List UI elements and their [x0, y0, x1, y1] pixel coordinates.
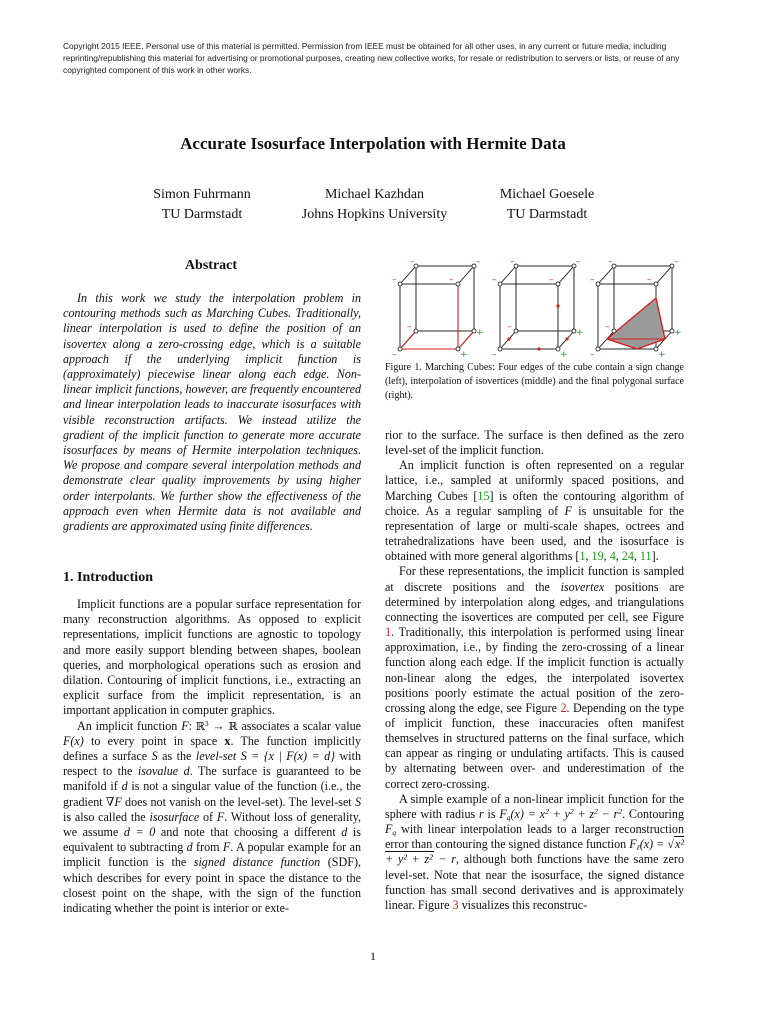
sign-minus: – — [608, 258, 613, 267]
figure-link[interactable]: 3 — [452, 897, 459, 912]
sign-minus: – — [674, 258, 679, 267]
author-block — [477, 185, 617, 225]
citation-link[interactable]: 4 — [609, 549, 616, 564]
copyright-notice: Copyright 2015 IEEE. Personal use of this material is permitted. Permission from IEEE must be obtained for all other uses, in any current or future media, including reprinting/republishing this material for advertising or promotional purposes, creating new collective works, for resale or redistribution to servers or lists, or reuse of any copyrighted component of this work in other works. — [63, 41, 680, 76]
abstract-text: In this work we study the interpolation problem in contouring methods such as Marching Cubes. Traditionally, linear interpolation is used to define the position of an isovertex along a zero-crossing edge, which is a suitable approach if the underlying implicit function is (approximately) piecewise linear along each edge. Non-linear implicit functions, however, are frequently encountered and linear interpolation leads to inaccurate isosurfaces with visible reconstruction artifacts. We instead utilize the gradient of the implicit function to generate more accurate isosurfaces by means of Hermite interpolation techniques. We propose and compare several interpolation methods and demonstrate clear quality improvements by using higher order interpolants. We further show the effectiveness of the approach even when Hermite data is not available and gradients are approximated using finite differences. — [63, 291, 361, 534]
sign-plus: + — [674, 328, 682, 338]
sign-minus: – — [407, 322, 412, 332]
cube-sign-change — [392, 258, 484, 358]
sign-plus: + — [460, 350, 468, 358]
citation-link[interactable]: 1 — [579, 549, 586, 564]
paragraph: A simple example of a non-linear implicit function for the sphere with radius r is $F_q(x) = x^2 + y^2 + z^2 - r^2$. Contouring $F_q$ with linear interpolation leads to a larger reconstruction error than contouring the signed distance function $F_\ell(x) = √x^2 + y^2 + z^2 - r$, although both functions have the same zero level-set. Note that near the isosurface, the signed distance function has small second derivatives and is approximately linear. Figure 3 visualizes this reconstruc- — [385, 791, 684, 912]
author-block — [132, 185, 272, 225]
sign-plus: + — [576, 328, 584, 338]
section-heading: 1. Introduction — [63, 570, 153, 585]
citation-link[interactable]: 15 — [477, 488, 490, 503]
citation-link[interactable]: 24 — [621, 549, 634, 564]
figure-caption: Figure 1. Marching Cubes: Four edges of the cube contain a sign change (left), interpolation of isovertices (middle) and the final polygonal surface (right). — [385, 362, 684, 402]
sign-plus: + — [658, 350, 666, 358]
sign-minus: – — [392, 275, 397, 285]
abstract-heading: Abstract — [184, 258, 238, 273]
sign-plus: + — [560, 350, 568, 358]
sign-minus: – — [392, 350, 397, 358]
sign-minus: – — [507, 322, 512, 332]
sign-minus: – — [590, 350, 595, 358]
cube-polygonal-surface — [590, 258, 682, 358]
sign-minus: – — [492, 350, 497, 358]
paragraph: For these representations, the implicit function is sampled at discrete positions and the isovertex positions are determined by interpolation along edges, and triangulations connecting the isovertices are computed per cell, see Figure 1. Traditionally, this interpolation is performed using linear approximation, i.e., by finding the zero-crossing of a linear function along each edge. If the implicit function is actually non-linear along the edges, the interpolated isovertex positions poorly estimate the actual position of the zero-crossing along the edge, see Figure 2. Depending on the type of implicit function, these inaccuracies often manifest themselves in structured patterns on the final surface, which can appear as ringing or undulating artifacts. This is caused by alternating between over- and underestimation of the correct zero-crossing. — [385, 564, 684, 791]
sign-minus: – — [647, 275, 652, 285]
author-affiliation: TU Darmstadt — [161, 207, 243, 222]
citation-link[interactable]: 11 — [639, 549, 652, 564]
author-name: Michael Kazhdan — [324, 187, 425, 202]
paragraph: Implicit functions are a popular surface representation for many reconstruction algorithms. As opposed to explicit representations, implicit functions are agnostic to topology and more easily support blending between shapes, boolean queries, and morphological operations such as erosion and dilation. Contouring of implicit functions, i.e., extracting an explicit surface from the implicit representation, is an important application in computer graphics. — [63, 597, 361, 718]
sign-minus: – — [492, 275, 497, 285]
sign-minus: – — [476, 258, 481, 267]
sign-minus: – — [605, 322, 610, 332]
citation-link[interactable]: 19 — [591, 549, 604, 564]
sign-minus: – — [549, 275, 554, 285]
paper-title: Accurate Isosurface Interpolation with Hermite Data — [180, 134, 566, 153]
figure-link[interactable]: 1 — [385, 625, 392, 640]
author-name: Michael Goesele — [499, 187, 595, 202]
page-number: 1 — [370, 949, 376, 963]
author-block — [282, 185, 467, 225]
sign-minus: – — [590, 275, 595, 285]
paragraph: An implicit function is often represented on a regular lattice, i.e., sampled at uniformly spaced positions, and Marching Cubes [15] is often the contouring algorithm of choice. As a regular sampling of F is unsuitable for the representation of large or multi-scale shapes, octrees and tetrahedralizations have been used, and the isosurface is obtained with more general algorithms [1, 19, 4, 24, 11]. — [385, 458, 684, 564]
sign-minus: – — [410, 258, 415, 267]
cube-isovertices — [492, 258, 584, 358]
right-column — [385, 428, 684, 913]
sign-plus: + — [476, 328, 484, 338]
paragraph: rior to the surface. The surface is then defined as the zero level-set of the implicit function. — [385, 428, 684, 458]
sign-minus: – — [576, 258, 581, 267]
author-affiliation: TU Darmstadt — [506, 207, 588, 222]
left-column — [63, 597, 361, 916]
marching-cubes-figure — [385, 258, 684, 358]
sign-minus: – — [449, 275, 454, 285]
sign-minus: – — [510, 258, 515, 267]
author-name: Simon Fuhrmann — [153, 187, 251, 202]
paragraph: An implicit function F: ℝ$^3$ → ℝ associates a scalar value F(x) to every point in space x. The function implicitly defines a surface S as the level-set S = {x | F(x) = d} with respect to the isovalue d. The surface is guaranteed to be manifold if d is not a singular value of the function (i.e., the gradient ∇F does not vanish on the level-set). The level-set S is also called the isosurface of F. Without loss of generality, we assume d = 0 and note that choosing a different d is equivalent to subtracting d from F. A popular example for an implicit function is the signed distance function (SDF), which describes for every point in space the distance to the closest point on the shape, with the sign of the function indicating whether the point is interior or exte- — [63, 718, 362, 916]
figure-link[interactable]: 2 — [560, 700, 567, 715]
author-affiliation: Johns Hopkins University — [301, 207, 448, 222]
